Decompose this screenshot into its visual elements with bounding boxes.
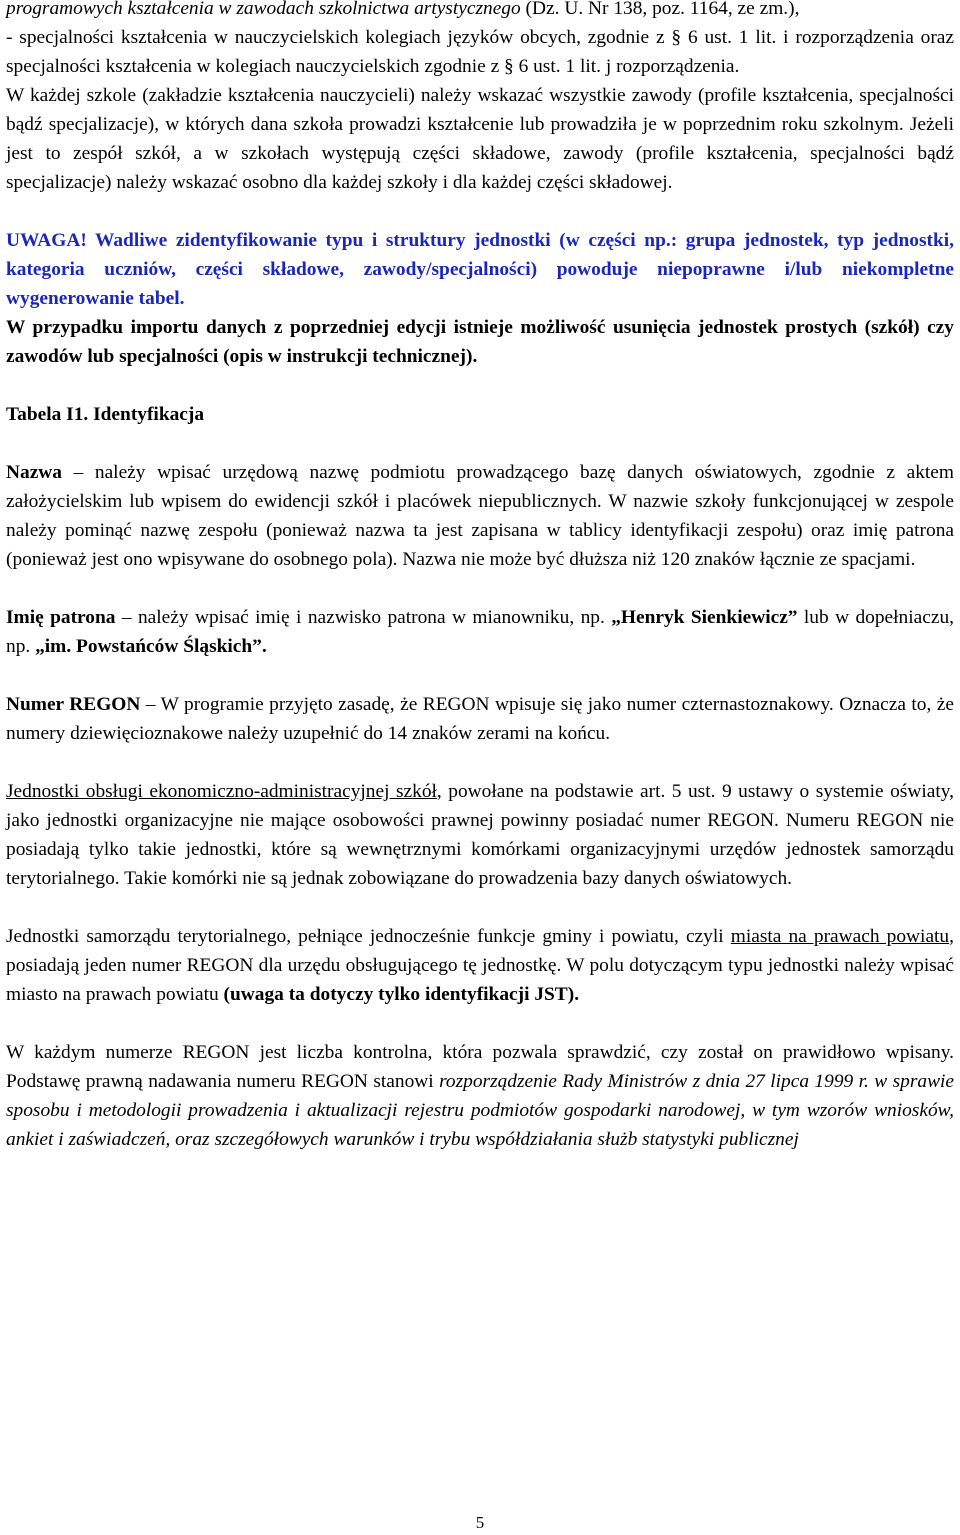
patron-text-1: – należy wpisać imię i nazwisko patrona w mianowniku, np.: [115, 607, 612, 628]
warning-text: UWAGA! Wadliwe zidentyfikowanie typu i struktury jednostki (w części np.: grupa jednostek, typ jednostki, kategoria uczniów, części składowe, zawody/specjalności) powoduje niepoprawne i/lub niekompletne wygenerowanie tabel.: [6, 230, 954, 309]
paragraph-nazwa: [6, 458, 954, 574]
patron-example-2: „im. Powstańców Śląskich”.: [35, 636, 267, 657]
patron-text-2: lub w dopełniaczu, np.: [6, 607, 954, 657]
paragraph-jednostki-obslugi: [6, 777, 954, 893]
regon-text: – W programie przyjęto zasadę, że REGON wpisuje się jako numer czternastoznakowy. Oznacza to, że numery dziewięcioznakowe należy uzupełnić do 14 znaków zerami na końcu.: [6, 694, 954, 744]
spacer: [6, 371, 954, 400]
term-regon: Numer REGON: [6, 694, 141, 715]
paragraph-zawody: W każdej szkole (zakładzie kształcenia nauczycieli) należy wskazać wszystkie zawody (profile kształcenia, specjalności bądź specjalizacje), w których dana szkoła prowadzi kształcenie lub prowadziła je w poprzednim roku szkolnym. Jeżeli jest to zespół szkół, a w szkołach występują części składowe, zawody (profile kształcenia, specjalności bądź specjalizacje) należy wskazać osobno dla każdej szkoły i dla każdej części składowej.: [6, 85, 954, 193]
underlined-miasta: miasta na prawach powiatu: [730, 926, 950, 947]
spacer: [6, 574, 954, 603]
spacer: [6, 893, 954, 922]
term-nazwa: Nazwa: [6, 462, 63, 483]
table-heading: Tabela I1. Identyfikacja: [6, 404, 205, 425]
intro-italic: programowych kształcenia w zawodach szkolnictwa artystycznego: [6, 0, 521, 19]
spacer: [6, 748, 954, 777]
paragraph-kontrolna: [6, 1038, 954, 1154]
paragraph-patron: [6, 603, 954, 661]
page-number: 5: [475, 1513, 485, 1532]
nazwa-text: – należy wpisać urzędową nazwę podmiotu prowadzącego bazę danych oświatowych, zgodnie z aktem założycielskim lub wpisem do ewidencji szkół i placówek niepublicznych. W nazwie szkoły funkcjonującej w zespole należy pominąć nazwę zespołu (ponieważ nazwa ta jest zapisana w tablicy identyfikacji zespołu) oraz imię patrona (ponieważ jest ono wpisywane do osobnego pola). Nazwa nie może być dłuższa niż 120 znaków łącznie ze spacjami.: [6, 462, 954, 570]
paragraph-jst: [6, 922, 954, 1009]
intro-rest: (Dz. U. Nr 138, poz. 1164, ze zm.),: [520, 0, 800, 19]
spacer: [6, 197, 954, 226]
bullet-item: - specjalności kształcenia w nauczycielskich kolegiach języków obcych, zgodnie z § 6 ust. 1 lit. i rozporządzenia oraz specjalności kształcenia w kolegiach nauczycielskich zgodnie z § 6 ust. 1 lit. j rozporządzenia.: [6, 27, 954, 77]
jst-text-2: , posiadają jeden numer REGON dla urzędu obsługującego tę jednostkę. W polu dotyczącym typu jednostki należy wpisać miasto na prawach powiatu: [6, 926, 954, 1005]
document-page: [6, 0, 954, 1154]
patron-example-1: „Henryk Sienkiewicz”: [611, 607, 798, 628]
jednostki-obslugi-text: , powołane na podstawie art. 5 ust. 9 ustawy o systemie oświaty, jako jednostki organizacyjne nie mające osobowości prawnej powinny posiadać numer REGON. Numeru REGON nie posiadają tylko takie jednostki, które są wewnętrznymi komórkami organizacyjnymi urzędów jednostek samorządu terytorialnego. Takie komórki nie są jednak zobowiązane do prowadzenia bazy danych oświatowych.: [6, 781, 954, 889]
kontrolna-italic: rozporządzenie Rady Ministrów z dnia 27 lipca 1999 r. w sprawie sposobu i metodologii prowadzenia i aktualizacji rejestru podmiotów gospodarki narodowej, w tym wzorów wniosków, ankiet i zaświadczeń, oraz szczegółowych warunków i trybu współdziałania służb statystyki publicznej: [6, 1071, 955, 1150]
import-note: W przypadku importu danych z poprzedniej edycji istnieje możliwość usunięcia jednostek prostych (szkół) czy zawodów lub specjalności (opis w instrukcji technicznej).: [6, 317, 954, 367]
spacer: [6, 1009, 954, 1038]
jst-bold-note: (uwaga ta dotyczy tylko identyfikacji JST).: [223, 984, 580, 1005]
spacer: [6, 429, 954, 458]
term-patron: Imię patrona: [6, 607, 116, 628]
spacer: [6, 661, 954, 690]
underlined-jednostki-obslugi: Jednostki obsługi ekonomiczno-administracyjnej szkół: [6, 781, 437, 802]
intro-continuation: [6, 0, 954, 23]
kontrolna-text: W każdym numerze REGON jest liczba kontrolna, która pozwala sprawdzić, czy został on prawidłowo wpisany. Podstawę prawną nadawania numeru REGON stanowi: [6, 1042, 954, 1092]
paragraph-regon: [6, 690, 954, 748]
jst-text-1: Jednostki samorządu terytorialnego, pełniące jednocześnie funkcje gminy i powiatu, czyli: [6, 926, 731, 947]
